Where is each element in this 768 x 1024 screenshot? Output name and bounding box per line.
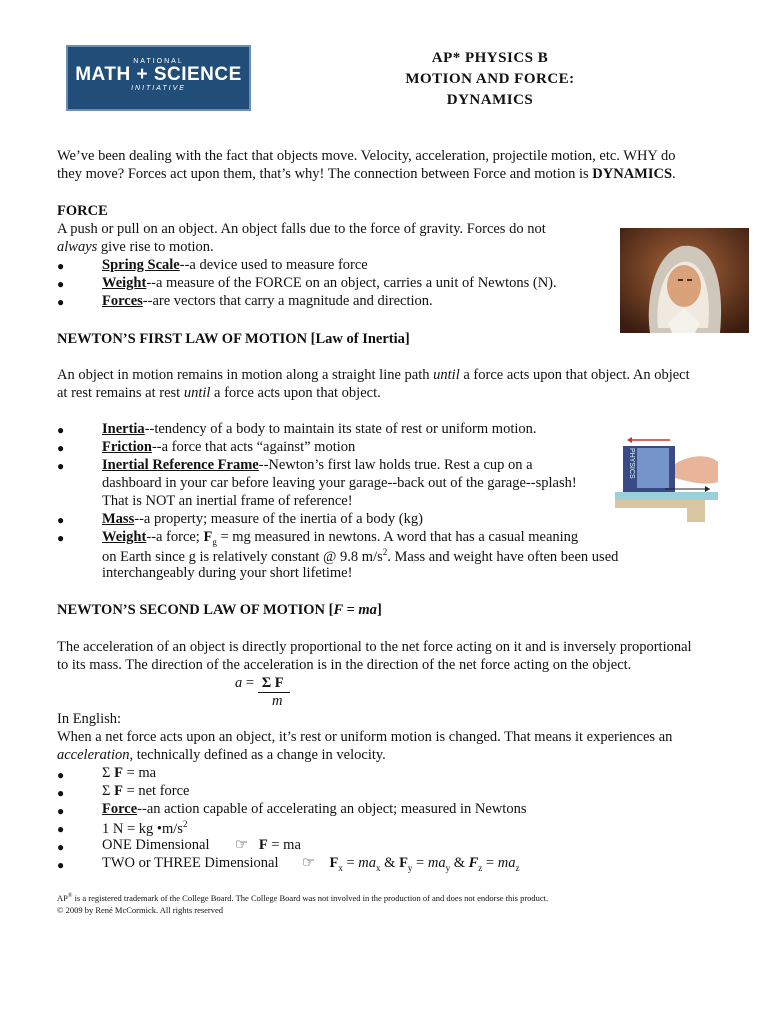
weight-def-item: Weight--a force; $F_g$ = mg measured in newtons. A word that has a casual meaning [102,529,579,547]
bullet-icon: ● [57,259,65,273]
bullet-icon: ● [57,277,65,291]
net-force-item: Σ F = net force [102,783,190,799]
first-law-heading: NEWTON’S FIRST LAW OF MOTION [Law of Inertia] [57,331,410,347]
weight-item: Weight--a measure of the FORCE on an object, carries a unit of Newtons (N). [102,275,557,291]
logo-main-text: MATH + SCIENCE [75,64,242,85]
copyright-notice: © 2009 by René McCormick. All rights reserved [57,905,224,915]
mass-item: Mass--a property; measure of the inertia of a body (kg) [102,511,423,527]
in-english-label: In English: [57,711,122,727]
second-law-p1: The acceleration of an object is directly proportional to the net force acting on it and is inversely proportional [57,639,692,655]
one-dimensional-item: ONE Dimensional [102,837,210,853]
first-law-p2: at rest remains at rest until a force acts upon that object. [57,385,381,401]
second-law-p2: to its mass. The direction of the acceleration is in the direction of the net force acting on the object. [57,657,632,673]
force-line-2: always give rise to motion. [57,239,214,255]
title-line-3: DYNAMICS [446,92,534,108]
pointing-hand-icon: ☞ [302,855,315,871]
bullet-icon: ● [57,840,65,854]
weight-def-line-2: on Earth since g is relatively constant @ 9.8 $m/s^2$. Mass and weight have often been used [102,547,619,565]
bullet-icon: ● [57,295,65,309]
newton-unit-item: 1 N = kg $•m/s^2$ [102,819,188,837]
force-def-item: Force--an action capable of accelerating an object; measured in Newtons [102,801,527,817]
inertia-item: Inertia--tendency of a body to maintain its state of rest or uniform motion. [102,421,537,437]
two-three-dimensional-item: TWO or THREE Dimensional [102,855,279,871]
spring-scale-item: Spring Scale--a device used to measure force [102,257,368,273]
title-line-1: AP* PHYSICS B [431,50,549,66]
book-on-table-illustration [615,434,718,522]
forces-item: Forces--are vectors that carry a magnitude and direction. [102,293,433,309]
second-law-heading: NEWTON’S SECOND LAW OF MOTION [F = ma] [57,602,382,618]
bullet-icon: ● [57,858,65,872]
title-line-2: MOTION AND FORCE: [405,71,575,87]
bullet-icon: ● [57,822,65,836]
force-line-1: A push or pull on an object. An object falls due to the force of gravity. Forces do not [57,221,546,237]
bullet-icon: ● [57,459,65,473]
acceleration-equation: a = Σ F [235,675,290,693]
nms-logo [66,45,251,111]
bullet-icon: ● [57,423,65,437]
weight-def-line-3: interchangeably during your short lifetime! [102,565,353,581]
bullet-icon: ● [57,786,65,800]
bullet-icon: ● [57,531,65,545]
logo-top-text: NATIONAL [133,58,184,65]
english-line-2: acceleration, technically defined as a change in velocity. [57,747,386,763]
trademark-notice: AP® is a registered trademark of the College Board. The College Board was not involved in the production of and does not endorse this product. [57,893,549,903]
intro-line-1: We’ve been dealing with the fact that objects move. Velocity, acceleration, projectile motion, etc. WHY do [57,148,676,164]
intro-line-2: they move? Forces act upon them, that’s why! The connection between Force and motion is DYNAMICS. [57,166,676,182]
one-dimensional-formula: ☞ F = ma [235,837,301,853]
equation-numerator: Σ F [258,675,290,693]
equation-denominator: m [272,693,283,709]
sum-f-ma-item: Σ F = ma [102,765,157,781]
pointing-hand-icon: ☞ [235,837,248,853]
first-law-p1: An object in motion remains in motion along a straight line path until a force acts upon that object. An object [57,367,690,383]
english-line-1: When a net force acts upon an object, it’s rest or uniform motion is changed. That means it experiences an [57,729,673,745]
bullet-icon: ● [57,768,65,782]
logo-bottom-text: INITIATIVE [131,85,186,92]
multi-dimensional-formula: ☞ $F_x = ma_x$ & $F_y = ma_y$ & $F_z = ma_z$ [302,855,520,873]
bullet-icon: ● [57,804,65,818]
friction-item: Friction--a force that acts “against” motion [102,439,356,455]
book-spine-label: PHYSICS [628,448,635,479]
inertial-frame-item: Inertial Reference Frame--Newton’s first law holds true. Rest a cup on a [102,457,533,473]
inertial-frame-line-3: That is NOT an inertial frame of reference! [102,493,353,509]
force-heading: FORCE [57,203,108,219]
bullet-icon: ● [57,441,65,455]
inertial-frame-line-2: dashboard in your car before leaving your garage--back out of the garage--splash! [102,475,577,491]
newton-portrait [620,228,749,333]
bullet-icon: ● [57,513,65,527]
